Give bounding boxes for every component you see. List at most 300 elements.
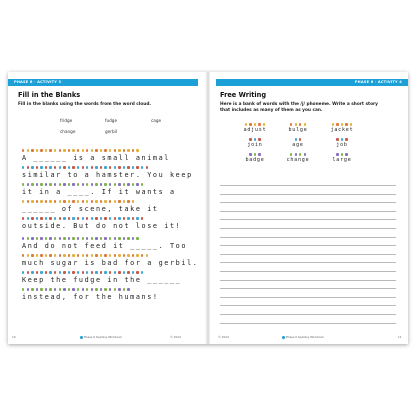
phoneme-mark [68, 237, 70, 240]
phoneme-mark [95, 200, 97, 203]
phoneme-mark [341, 153, 343, 156]
phoneme-mark [132, 149, 134, 152]
phoneme-marks [240, 153, 270, 156]
phoneme-mark [68, 149, 70, 152]
phoneme-mark [91, 200, 93, 203]
phoneme-mark [63, 237, 65, 240]
phoneme-mark [40, 166, 42, 169]
phoneme-mark [254, 138, 256, 141]
phoneme-mark [299, 138, 301, 141]
phoneme-mark [36, 166, 38, 169]
phoneme-mark [290, 123, 292, 126]
phoneme-mark [127, 254, 129, 257]
phoneme-mark [36, 200, 38, 203]
phoneme-mark [63, 183, 65, 186]
phoneme-mark [304, 123, 306, 126]
phoneme-mark [63, 254, 65, 257]
phoneme-mark [27, 254, 29, 257]
footer-book-right [282, 335, 324, 339]
phoneme-mark [95, 288, 97, 291]
phoneme-mark [72, 200, 74, 203]
phoneme-mark [109, 254, 111, 257]
phoneme-mark [82, 183, 84, 186]
sentence-line: instead, for the humans! [22, 293, 159, 301]
writing-line[interactable] [220, 297, 396, 298]
bank-word: adjust [243, 127, 267, 133]
phoneme-mark [104, 183, 106, 186]
phoneme-mark [27, 149, 29, 152]
phoneme-mark [77, 237, 79, 240]
phoneme-mark [22, 237, 24, 240]
phoneme-mark [59, 288, 61, 291]
phoneme-mark [31, 271, 33, 274]
phoneme-marks [240, 123, 270, 126]
phoneme-mark [86, 288, 88, 291]
bank-word: badge [245, 157, 265, 163]
phoneme-mark [123, 254, 125, 257]
phoneme-mark [54, 237, 56, 240]
phoneme-mark [91, 149, 93, 152]
phoneme-mark [82, 166, 84, 169]
bank-word: bulge [288, 127, 308, 133]
phoneme-mark [127, 217, 129, 220]
phoneme-marks [22, 288, 130, 291]
phoneme-mark [141, 217, 143, 220]
phoneme-mark [290, 153, 292, 156]
phoneme-mark [49, 271, 51, 274]
phoneme-mark [59, 183, 61, 186]
phoneme-mark [91, 271, 93, 274]
phoneme-mark [136, 149, 138, 152]
phoneme-mark [54, 217, 56, 220]
phoneme-mark [263, 123, 265, 126]
sentence-line: ______ of scene, take it [22, 205, 159, 213]
phoneme-mark [295, 138, 297, 141]
phoneme-mark [40, 200, 42, 203]
phoneme-mark [40, 237, 42, 240]
phoneme-mark [31, 237, 33, 240]
phoneme-mark [123, 149, 125, 152]
sentence-line: A ______ is a small animal [22, 154, 170, 162]
phoneme-mark [249, 123, 251, 126]
phoneme-mark [136, 183, 138, 186]
phoneme-mark [127, 271, 129, 274]
phoneme-mark [118, 217, 120, 220]
phoneme-mark [127, 183, 129, 186]
phoneme-mark [123, 200, 125, 203]
phoneme-mark [109, 271, 111, 274]
phoneme-mark [114, 183, 116, 186]
phoneme-mark [86, 217, 88, 220]
page-title-left: Fill in the Blanks [18, 91, 81, 99]
phoneme-mark [45, 217, 47, 220]
phoneme-mark [109, 200, 111, 203]
phoneme-mark [86, 237, 88, 240]
writing-line[interactable] [220, 202, 396, 203]
phoneme-mark [91, 237, 93, 240]
phoneme-mark [59, 149, 61, 152]
phoneme-mark [45, 288, 47, 291]
phoneme-mark [54, 183, 56, 186]
phoneme-mark [258, 153, 260, 156]
phoneme-marks [22, 166, 148, 169]
phoneme-mark [72, 271, 74, 274]
phoneme-mark [136, 254, 138, 257]
phoneme-mark [350, 123, 352, 126]
phoneme-mark [31, 149, 33, 152]
phoneme-mark [82, 200, 84, 203]
phoneme-mark [72, 149, 74, 152]
phoneme-mark [27, 200, 29, 203]
writing-line[interactable] [220, 211, 396, 212]
phoneme-marks [283, 153, 313, 156]
book-logo-icon [80, 336, 83, 339]
phoneme-mark [22, 200, 24, 203]
phoneme-mark [31, 183, 33, 186]
phoneme-mark [54, 288, 56, 291]
phoneme-mark [82, 254, 84, 257]
phoneme-mark [146, 254, 148, 257]
bank-word: large [332, 157, 352, 163]
phoneme-mark [77, 217, 79, 220]
phoneme-mark [49, 166, 51, 169]
phoneme-mark [27, 183, 29, 186]
phoneme-mark [132, 217, 134, 220]
cloud-word: fudge [105, 118, 118, 123]
phoneme-mark [36, 288, 38, 291]
bank-word: jacket [330, 127, 354, 133]
phoneme-mark [336, 153, 338, 156]
phoneme-mark [77, 271, 79, 274]
phoneme-mark [146, 166, 148, 169]
page-title-right: Free Writing [220, 91, 267, 99]
phoneme-mark [141, 166, 143, 169]
phoneme-mark [114, 200, 116, 203]
writing-line[interactable] [220, 185, 396, 186]
phoneme-mark [77, 254, 79, 257]
writing-line[interactable] [220, 305, 396, 306]
phoneme-mark [118, 149, 120, 152]
phoneme-mark [77, 149, 79, 152]
instruction-right [220, 102, 378, 114]
writing-line[interactable] [220, 245, 396, 246]
page-number-left: 10 [12, 335, 16, 339]
phoneme-mark [332, 123, 334, 126]
phoneme-mark [63, 288, 65, 291]
phoneme-mark [95, 183, 97, 186]
writing-line[interactable] [220, 271, 396, 272]
phoneme-mark [22, 183, 24, 186]
phoneme-mark [49, 288, 51, 291]
phoneme-mark [54, 200, 56, 203]
phoneme-mark [100, 254, 102, 257]
phoneme-marks [327, 138, 357, 141]
bank-word: change [286, 157, 310, 163]
phoneme-mark [141, 271, 143, 274]
writing-line[interactable] [220, 288, 396, 289]
writing-line[interactable] [220, 194, 396, 195]
writing-line[interactable] [220, 219, 396, 220]
phoneme-mark [45, 166, 47, 169]
phoneme-mark [27, 166, 29, 169]
phoneme-mark [304, 153, 306, 156]
phoneme-mark [68, 217, 70, 220]
phoneme-mark [45, 200, 47, 203]
phoneme-mark [22, 271, 24, 274]
phoneme-mark [341, 138, 343, 141]
phoneme-mark [100, 237, 102, 240]
sentence-line: it in a ____. If it wants a [22, 188, 176, 196]
bank-word: job [336, 142, 348, 148]
phoneme-mark [136, 237, 138, 240]
phoneme-mark [104, 166, 106, 169]
phoneme-mark [114, 217, 116, 220]
phoneme-mark [68, 200, 70, 203]
word-bank-column [327, 123, 357, 168]
writing-line[interactable] [220, 237, 396, 238]
right-page [210, 72, 408, 344]
phoneme-marks [22, 200, 134, 203]
phoneme-mark [123, 166, 125, 169]
phoneme-mark [127, 149, 129, 152]
phoneme-mark [91, 254, 93, 257]
phoneme-mark [22, 254, 24, 257]
phoneme-mark [295, 123, 297, 126]
phoneme-mark [77, 288, 79, 291]
phoneme-mark [118, 200, 120, 203]
cloud-word: change [60, 129, 76, 134]
phoneme-marks [327, 153, 357, 156]
phoneme-mark [114, 149, 116, 152]
phoneme-mark [68, 288, 70, 291]
phoneme-mark [249, 138, 251, 141]
phoneme-mark [254, 153, 256, 156]
phoneme-mark [27, 237, 29, 240]
phoneme-mark [63, 149, 65, 152]
phoneme-mark [123, 237, 125, 240]
phoneme-mark [72, 183, 74, 186]
phoneme-mark [132, 254, 134, 257]
phoneme-mark [22, 149, 24, 152]
phoneme-mark [249, 153, 251, 156]
phoneme-mark [82, 271, 84, 274]
writing-line[interactable] [220, 228, 396, 229]
phoneme-mark [100, 288, 102, 291]
writing-line[interactable] [220, 280, 396, 281]
workbook-spread [8, 72, 408, 344]
footer-book-left [80, 335, 122, 339]
phoneme-mark [132, 183, 134, 186]
phoneme-mark [299, 153, 301, 156]
phoneme-mark [63, 166, 65, 169]
phoneme-mark [45, 271, 47, 274]
footer-book-title: Phase 6 Spelling Workbook [286, 335, 324, 339]
phoneme-mark [104, 200, 106, 203]
phoneme-mark [123, 288, 125, 291]
phoneme-mark [45, 254, 47, 257]
phoneme-mark [36, 149, 38, 152]
phoneme-mark [345, 123, 347, 126]
phoneme-mark [114, 271, 116, 274]
phoneme-mark [59, 217, 61, 220]
phoneme-mark [59, 254, 61, 257]
sentence-line: much sugar is bad for a gerbil. [22, 259, 199, 267]
phoneme-mark [63, 217, 65, 220]
sentence-line: And do not feed it _____. Too [22, 242, 188, 250]
phoneme-mark [49, 217, 51, 220]
phoneme-mark [22, 166, 24, 169]
phoneme-marks [22, 237, 139, 240]
phoneme-mark [127, 237, 129, 240]
instruction-line: Here is a bank of words with the /j/ phoneme. Write a short story [220, 102, 378, 107]
phoneme-mark [72, 166, 74, 169]
footer-book-title: Phase 6 Spelling Workbook [84, 335, 122, 339]
phoneme-mark [95, 271, 97, 274]
left-page [8, 72, 206, 344]
phoneme-mark [136, 271, 138, 274]
phoneme-mark [104, 217, 106, 220]
phoneme-mark [136, 217, 138, 220]
writing-line[interactable] [220, 314, 396, 315]
phoneme-mark [86, 200, 88, 203]
phoneme-mark [109, 183, 111, 186]
phoneme-mark [36, 217, 38, 220]
phoneme-mark [36, 183, 38, 186]
phoneme-mark [104, 254, 106, 257]
activity-band-right [216, 79, 408, 86]
phoneme-mark [27, 217, 29, 220]
phoneme-mark [141, 254, 143, 257]
phoneme-mark [254, 123, 256, 126]
phoneme-mark [109, 149, 111, 152]
phoneme-mark [45, 237, 47, 240]
phoneme-mark [109, 237, 111, 240]
phoneme-mark [258, 138, 260, 141]
bank-word: join [247, 142, 263, 148]
phoneme-mark [100, 149, 102, 152]
phoneme-mark [114, 166, 116, 169]
sentence-line: outside. But do not lose it! [22, 222, 182, 230]
phoneme-mark [82, 149, 84, 152]
phoneme-marks [283, 123, 313, 126]
phoneme-mark [59, 166, 61, 169]
phoneme-mark [100, 200, 102, 203]
phoneme-mark [100, 183, 102, 186]
phoneme-mark [22, 217, 24, 220]
cloud-word: fridge [60, 118, 73, 123]
phoneme-mark [345, 138, 347, 141]
phoneme-mark [95, 237, 97, 240]
phoneme-mark [31, 288, 33, 291]
phoneme-mark [118, 254, 120, 257]
phoneme-mark [68, 271, 70, 274]
phoneme-mark [59, 237, 61, 240]
phoneme-mark [86, 254, 88, 257]
phoneme-mark [118, 237, 120, 240]
phoneme-mark [82, 217, 84, 220]
phoneme-mark [114, 288, 116, 291]
phoneme-mark [299, 123, 301, 126]
page-number-right: 11 [398, 335, 402, 339]
phoneme-mark [91, 288, 93, 291]
phoneme-mark [40, 149, 42, 152]
phoneme-mark [95, 166, 97, 169]
writing-line[interactable] [220, 254, 396, 255]
phoneme-mark [118, 271, 120, 274]
phoneme-mark [114, 237, 116, 240]
phoneme-mark [127, 200, 129, 203]
phoneme-mark [336, 138, 338, 141]
phoneme-mark [109, 217, 111, 220]
phoneme-mark [345, 153, 347, 156]
phoneme-mark [40, 254, 42, 257]
instruction-line: that includes as many of them as you can. [220, 108, 323, 113]
writing-line[interactable] [220, 323, 396, 324]
phoneme-mark [31, 166, 33, 169]
phoneme-mark [141, 183, 143, 186]
phoneme-mark [31, 254, 33, 257]
phoneme-mark [59, 200, 61, 203]
phoneme-mark [40, 271, 42, 274]
phoneme-marks [22, 217, 143, 220]
phoneme-mark [123, 183, 125, 186]
phoneme-mark [36, 237, 38, 240]
word-bank-column [283, 123, 313, 168]
phoneme-mark [59, 271, 61, 274]
phoneme-marks [22, 254, 148, 257]
phoneme-mark [40, 288, 42, 291]
phoneme-mark [295, 153, 297, 156]
phoneme-mark [40, 217, 42, 220]
phoneme-mark [86, 183, 88, 186]
phoneme-mark [91, 166, 93, 169]
phoneme-mark [82, 288, 84, 291]
book-logo-icon [282, 336, 285, 339]
sentence-line: similar to a hamster. You keep [22, 171, 193, 179]
writing-line[interactable] [220, 262, 396, 263]
phoneme-mark [118, 288, 120, 291]
phoneme-mark [77, 166, 79, 169]
phoneme-mark [40, 183, 42, 186]
phoneme-mark [95, 217, 97, 220]
sentence-line: Keep the fudge in the ______ [22, 276, 182, 284]
cloud-word: cage [151, 118, 162, 123]
phoneme-mark [49, 183, 51, 186]
phoneme-mark [104, 271, 106, 274]
phoneme-mark [22, 288, 24, 291]
phoneme-mark [54, 166, 56, 169]
footer-copyright-right: © 2024 [218, 335, 229, 339]
phoneme-mark [104, 237, 106, 240]
phoneme-marks [22, 271, 143, 274]
phoneme-mark [36, 254, 38, 257]
phoneme-marks [22, 183, 143, 186]
phoneme-mark [31, 217, 33, 220]
phoneme-mark [91, 217, 93, 220]
phoneme-mark [72, 237, 74, 240]
cloud-word: gerbil [105, 129, 117, 134]
phoneme-mark [104, 288, 106, 291]
phoneme-mark [95, 254, 97, 257]
phoneme-mark [77, 200, 79, 203]
phoneme-marks [327, 123, 357, 126]
phoneme-mark [118, 183, 120, 186]
phoneme-mark [86, 166, 88, 169]
phoneme-marks [240, 138, 270, 141]
phoneme-mark [49, 149, 51, 152]
activity-label-left: PHASE 6 · ACTIVITY 3 [14, 80, 62, 84]
phoneme-mark [114, 254, 116, 257]
